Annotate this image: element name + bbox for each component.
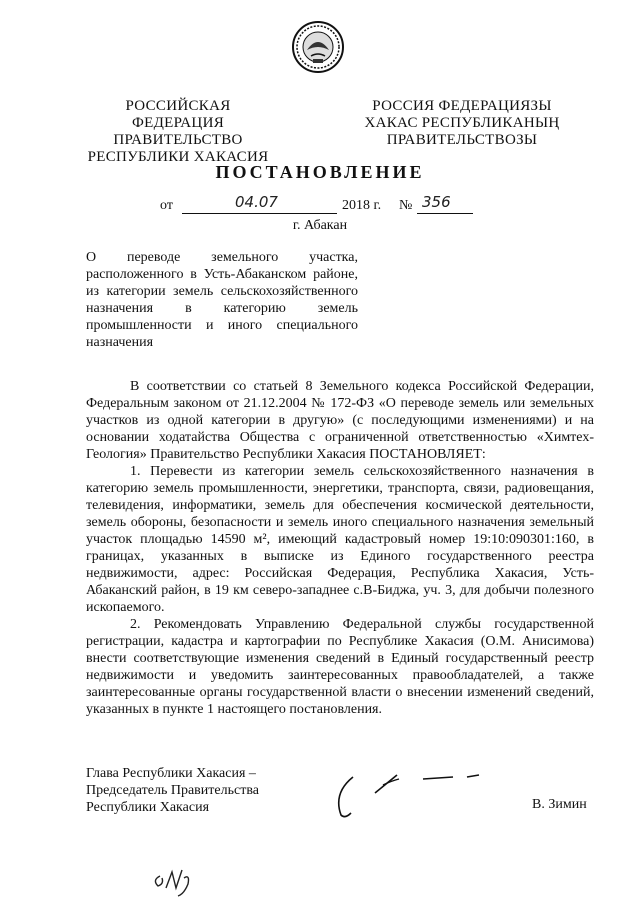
header-right-line: ХАКАС РЕСПУБЛИКАНЫҢ — [364, 115, 560, 131]
city-label: г. Абакан — [292, 218, 348, 233]
header-left-block — [78, 98, 278, 166]
signatory-position-line: Глава Республики Хакасия – — [86, 766, 256, 781]
date-number-line — [160, 193, 500, 218]
document-body — [86, 378, 594, 718]
header-left-line: ПРАВИТЕЛЬСТВО — [113, 132, 243, 148]
handwritten-initials — [150, 866, 200, 900]
subject-text: О переводе земельного участка, расположенного в Усть-Абаканском районе, из категории земель сельскохозяйственного назначения в категорию земель промышленности и иного специального — [86, 250, 358, 333]
header-right-block — [352, 98, 572, 149]
signatory-position-line: Республики Хакасия — [86, 800, 210, 815]
date-underline — [182, 213, 337, 214]
number-handwritten: 356 — [422, 193, 451, 211]
subject-text-end: назначения — [86, 335, 154, 350]
signatory-position — [86, 765, 346, 816]
body-paragraph: 2. Рекомендовать Управлению Федеральной службы государственной регистрации, кадастра и картографии по Республике Хакасия (О.М. Анисимова) внести соответствующие изменения сведений в Единый государственный реестр недвижимости и уведомить заинтересованных правообладателей, а также заинтересованные органы государственной власти о внесении изменений сведений, указанных в пункте 1 настоящего постановления. — [86, 617, 594, 717]
signatory-position-line: Председатель Правительства — [86, 783, 259, 798]
signatory-name: В. Зимин — [532, 797, 587, 812]
document-title: ПОСТАНОВЛЕНИЕ — [215, 162, 425, 182]
header-left-line: РОССИЙСКАЯ ФЕДЕРАЦИЯ — [125, 98, 231, 131]
document-subject — [86, 249, 358, 351]
header-right-line: ПРАВИТЕЛЬСТВОЗЫ — [386, 132, 538, 148]
year-label: 2018 г. — [342, 198, 382, 213]
header-left-line: РЕСПУБЛИКИ ХАКАСИЯ — [87, 149, 269, 165]
date-handwritten: 04.07 — [235, 193, 278, 211]
header-right-line: РОССИЯ ФЕДЕРАЦИЯЗЫ — [372, 98, 552, 114]
handwritten-signature — [325, 765, 495, 820]
number-underline — [417, 213, 473, 214]
coat-of-arms-emblem — [291, 20, 345, 74]
number-sign: № — [399, 198, 413, 213]
date-prefix: от — [160, 198, 173, 213]
body-paragraph: 1. Перевести из категории земель сельскохозяйственного назначения в категорию земель промышленности, энергетики, транспорта, связи, радиовещания, телевидения, информатики, земель для обеспечения космической деятельности, земель обороны, безопасности и земель иного специального назначения земельный участок площадью 14590 м², имеющий кадастровый номер 19:10:090301:160, в границах, указанных в выписке из Единого государственного реестра недвижимости, адрес: Российская Федерация, Республика Хакасия, Усть-Абаканский район, в 19 км северо-западнее с.В-Биджа, уч. 3, для добычи полезного ископаемого. — [86, 464, 594, 615]
body-paragraph: В соответствии со статьей 8 Земельного кодекса Российской Федерации, Федеральным законом от 21.12.2004 № 172-ФЗ «О переводе земель или земельных участков из одной категории в другую» (с последующими изменениями) и на основании ходатайства Общества с ограниченной ответственностью «Химтех-Геология» Правительство Республики Хакасия ПОСТАНОВЛЯЕТ: — [86, 379, 594, 462]
